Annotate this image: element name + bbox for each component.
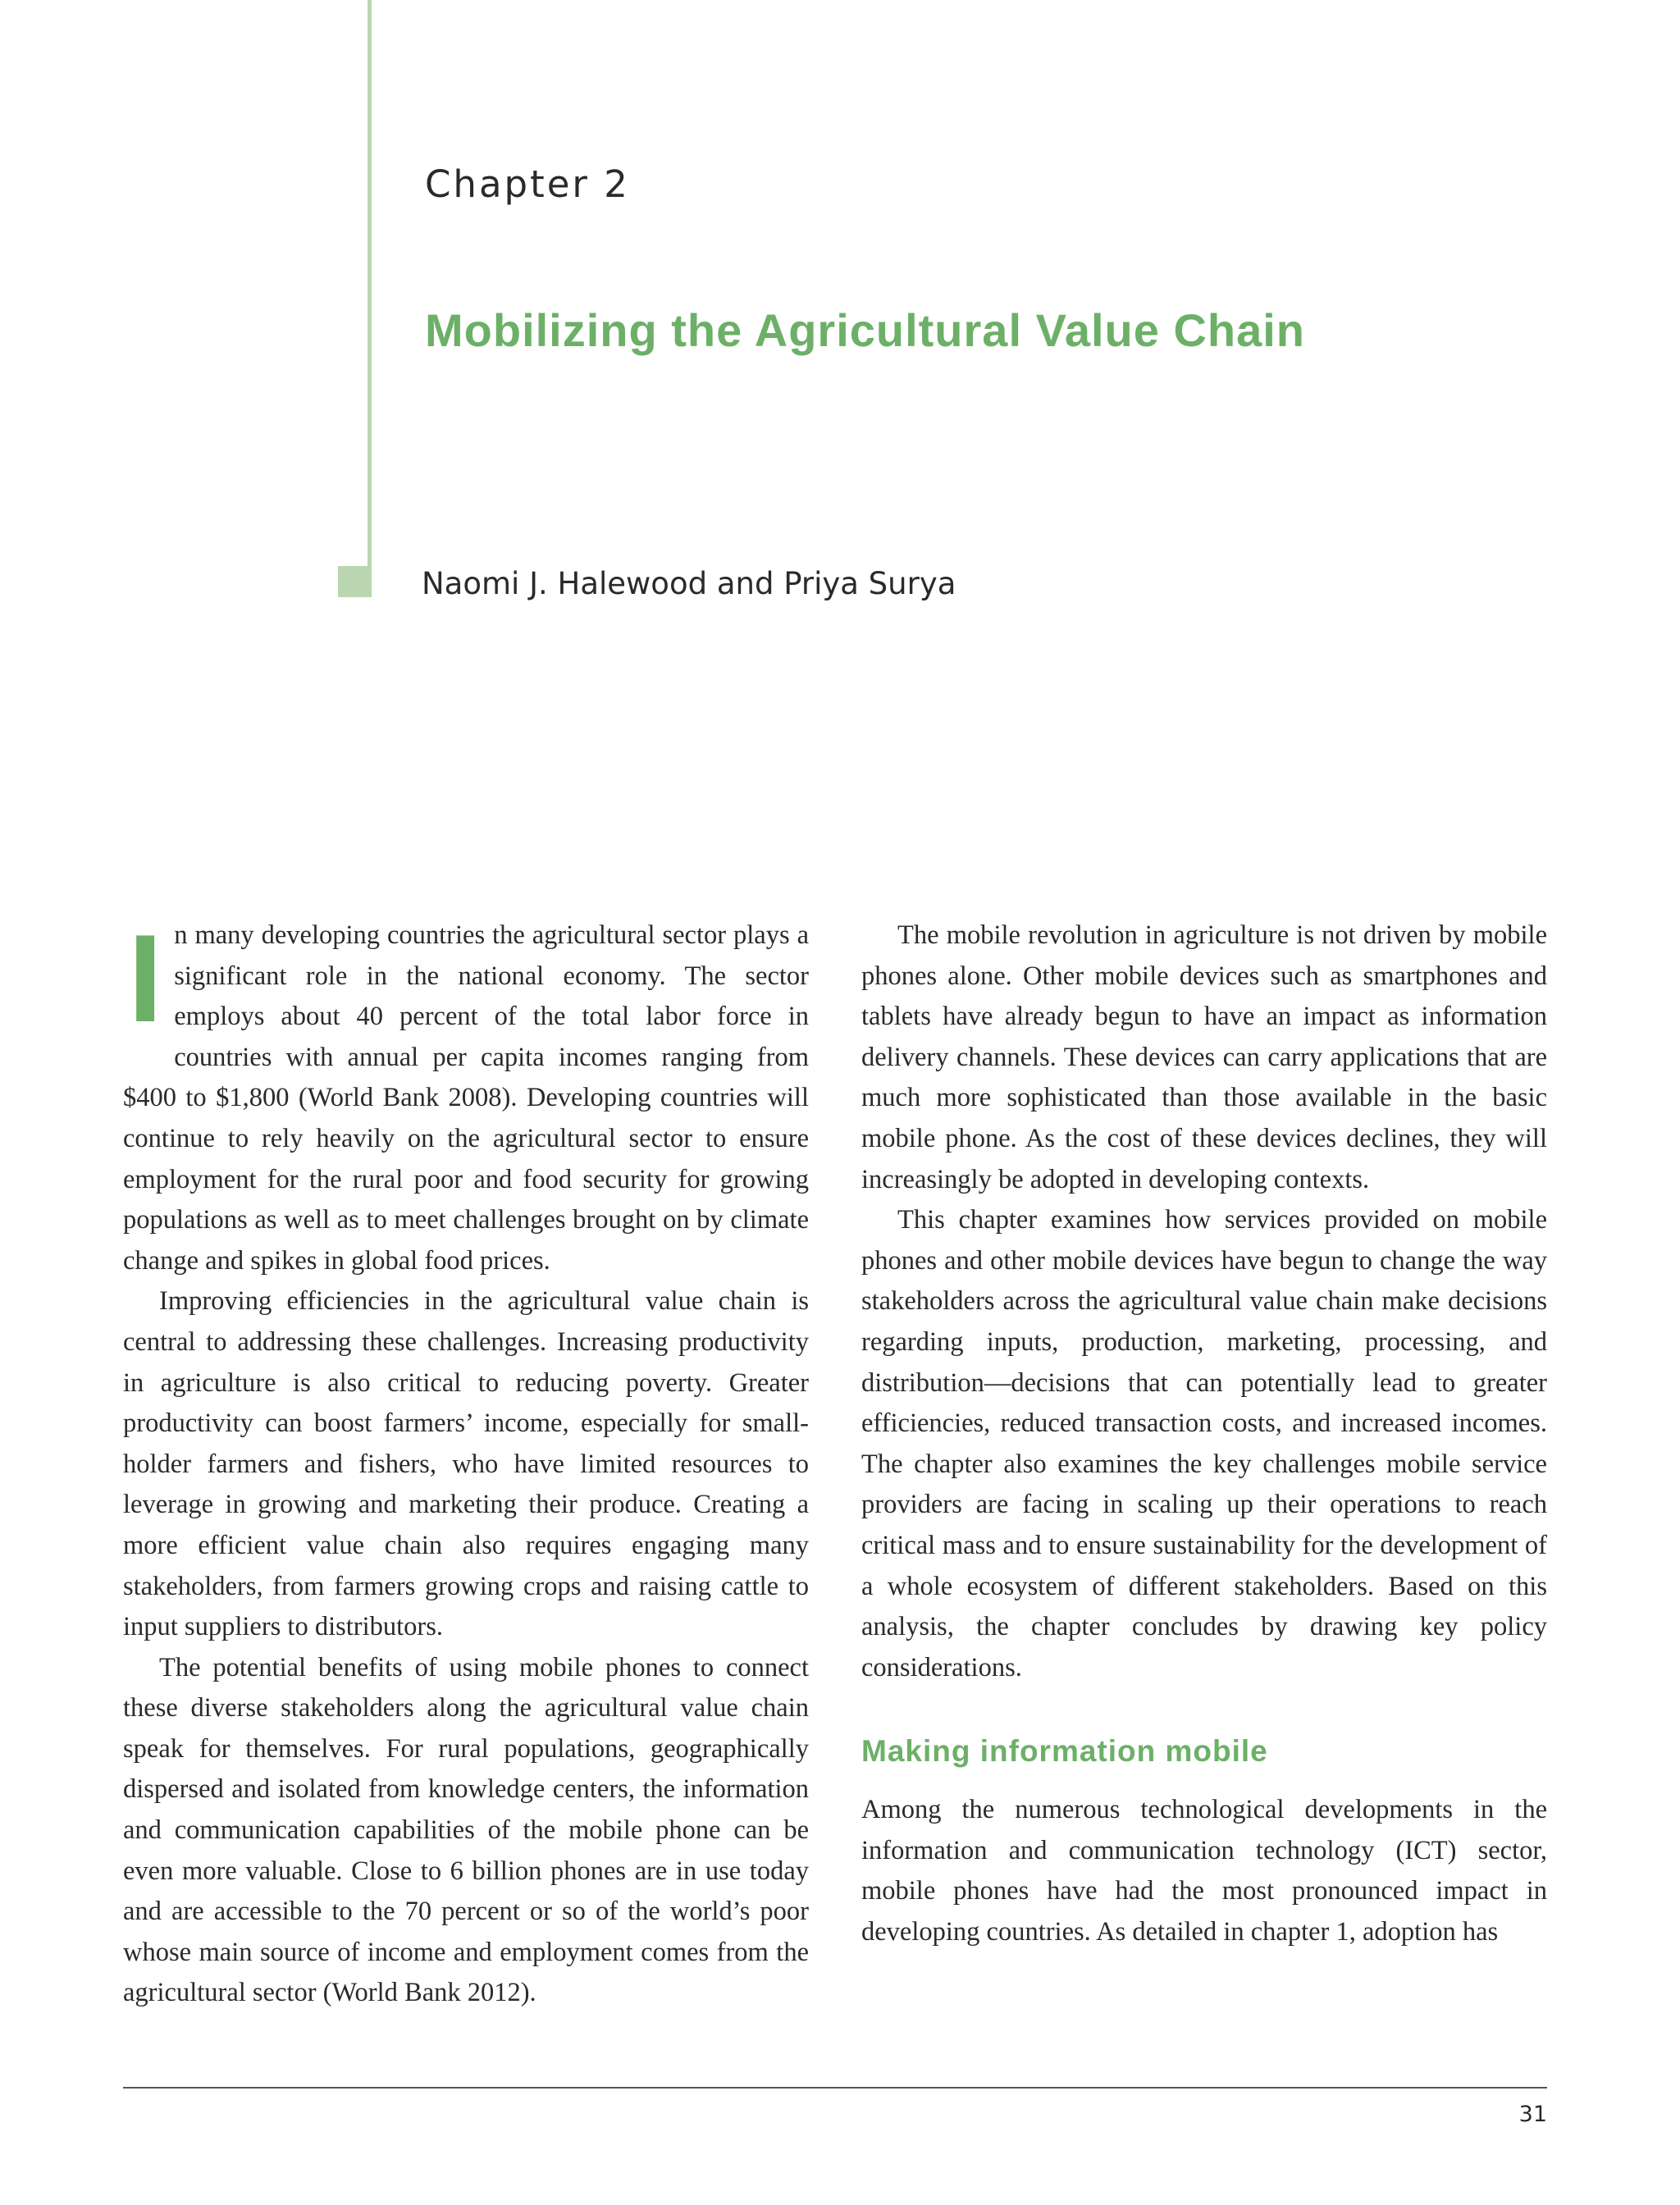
footer-rule bbox=[123, 2087, 1547, 2089]
chapter-label: Chapter 2 bbox=[425, 162, 630, 206]
section-heading: Making information mobile bbox=[861, 1734, 1268, 1769]
drop-cap: I bbox=[128, 909, 163, 1048]
chapter-vertical-rule bbox=[368, 0, 372, 597]
paragraph-chapter-scope: This chapter examines how services provided on mobile phones and other mobile devices have begun to change the way stakeholders across the agricultural value chain make decisions regarding inputs, production, marketing, processing, and distribution—decisions that can potentially lead to greater efficiencies, reduced transaction costs, and increased incomes. The chapter also examines the key challenges mobile service providers are facing in scaling up their operations to reach critical mass and to ensure sustainability for the development of a whole ecosystem of different stakeholders. Based on this analysis, the chapter concludes by drawing key policy considerations. bbox=[861, 1205, 1547, 1682]
left-column bbox=[123, 909, 809, 2014]
paragraph-mobile-revolution: The mobile revolution in agriculture is not driven by mobile phones alone. Other mobile devices such as smartphones and tablets have already begun to have an impact as information delivery channels. These devices can carry applications that are much more sophisticated than those available in the basic mobile phone. As the cost of these devices declines, they will increasingly be adopted in developing contexts. bbox=[861, 920, 1547, 1194]
paragraph-benefits: The potential benefits of using mobile phones to connect these diverse stakeholders along the agricultural value chain speak for themselves. For rural populations, geographically dispersed and isolated from knowledge centers, the information and communication capabilities of the mobile phone can be even more valuable. Close to 6 billion phones are in use today and are accessible to the 70 percent or so of the world’s poor whose main source of income and employment comes from the agricultural sector (World Bank 2012). bbox=[123, 1652, 809, 2008]
right-column bbox=[861, 915, 1547, 1953]
chapter-title: Mobilizing the Agricultural Value Chain bbox=[425, 304, 1306, 356]
chapter-authors: Naomi J. Halewood and Priya Surya bbox=[422, 566, 956, 601]
paragraph-intro bbox=[123, 909, 809, 1281]
chapter-accent-square bbox=[338, 566, 371, 597]
paragraph-intro-text: n many developing countries the agricultural sector plays a significant role in the national economy. The sector employs about 40 percent of the total labor force in countries with annual per capita incomes ranging from $400 to $1,800 (World Bank 2008). Developing countries will continue to rely heavily on the agricultural sector to ensure employment for the rural poor and food security for growing populations as well as to meet challenges brought on by climate change and spikes in global food prices. bbox=[123, 920, 809, 1276]
paragraph-efficiencies: Improving efficiencies in the agricultural value chain is central to addressing these challenges. Increasing productivity in agriculture is also critical to reducing poverty. Greater productivity can boost farmers’ income, especially for smallholder farmers and fishers, who have limited resources to leverage in growing and marketing their produce. Creating a more efficient value chain also requires engaging many stakeholders, from farmers growing crops and raising cattle to input suppliers to distributors. bbox=[123, 1286, 809, 1642]
page-number: 31 bbox=[1518, 2102, 1547, 2127]
paragraph-ict-developments: Among the numerous technological developments in the information and communication technology (ICT) sector, mobile phones have had the most pronounced impact in developing countries. As detailed in chapter 1, adoption has bbox=[861, 1795, 1547, 1947]
